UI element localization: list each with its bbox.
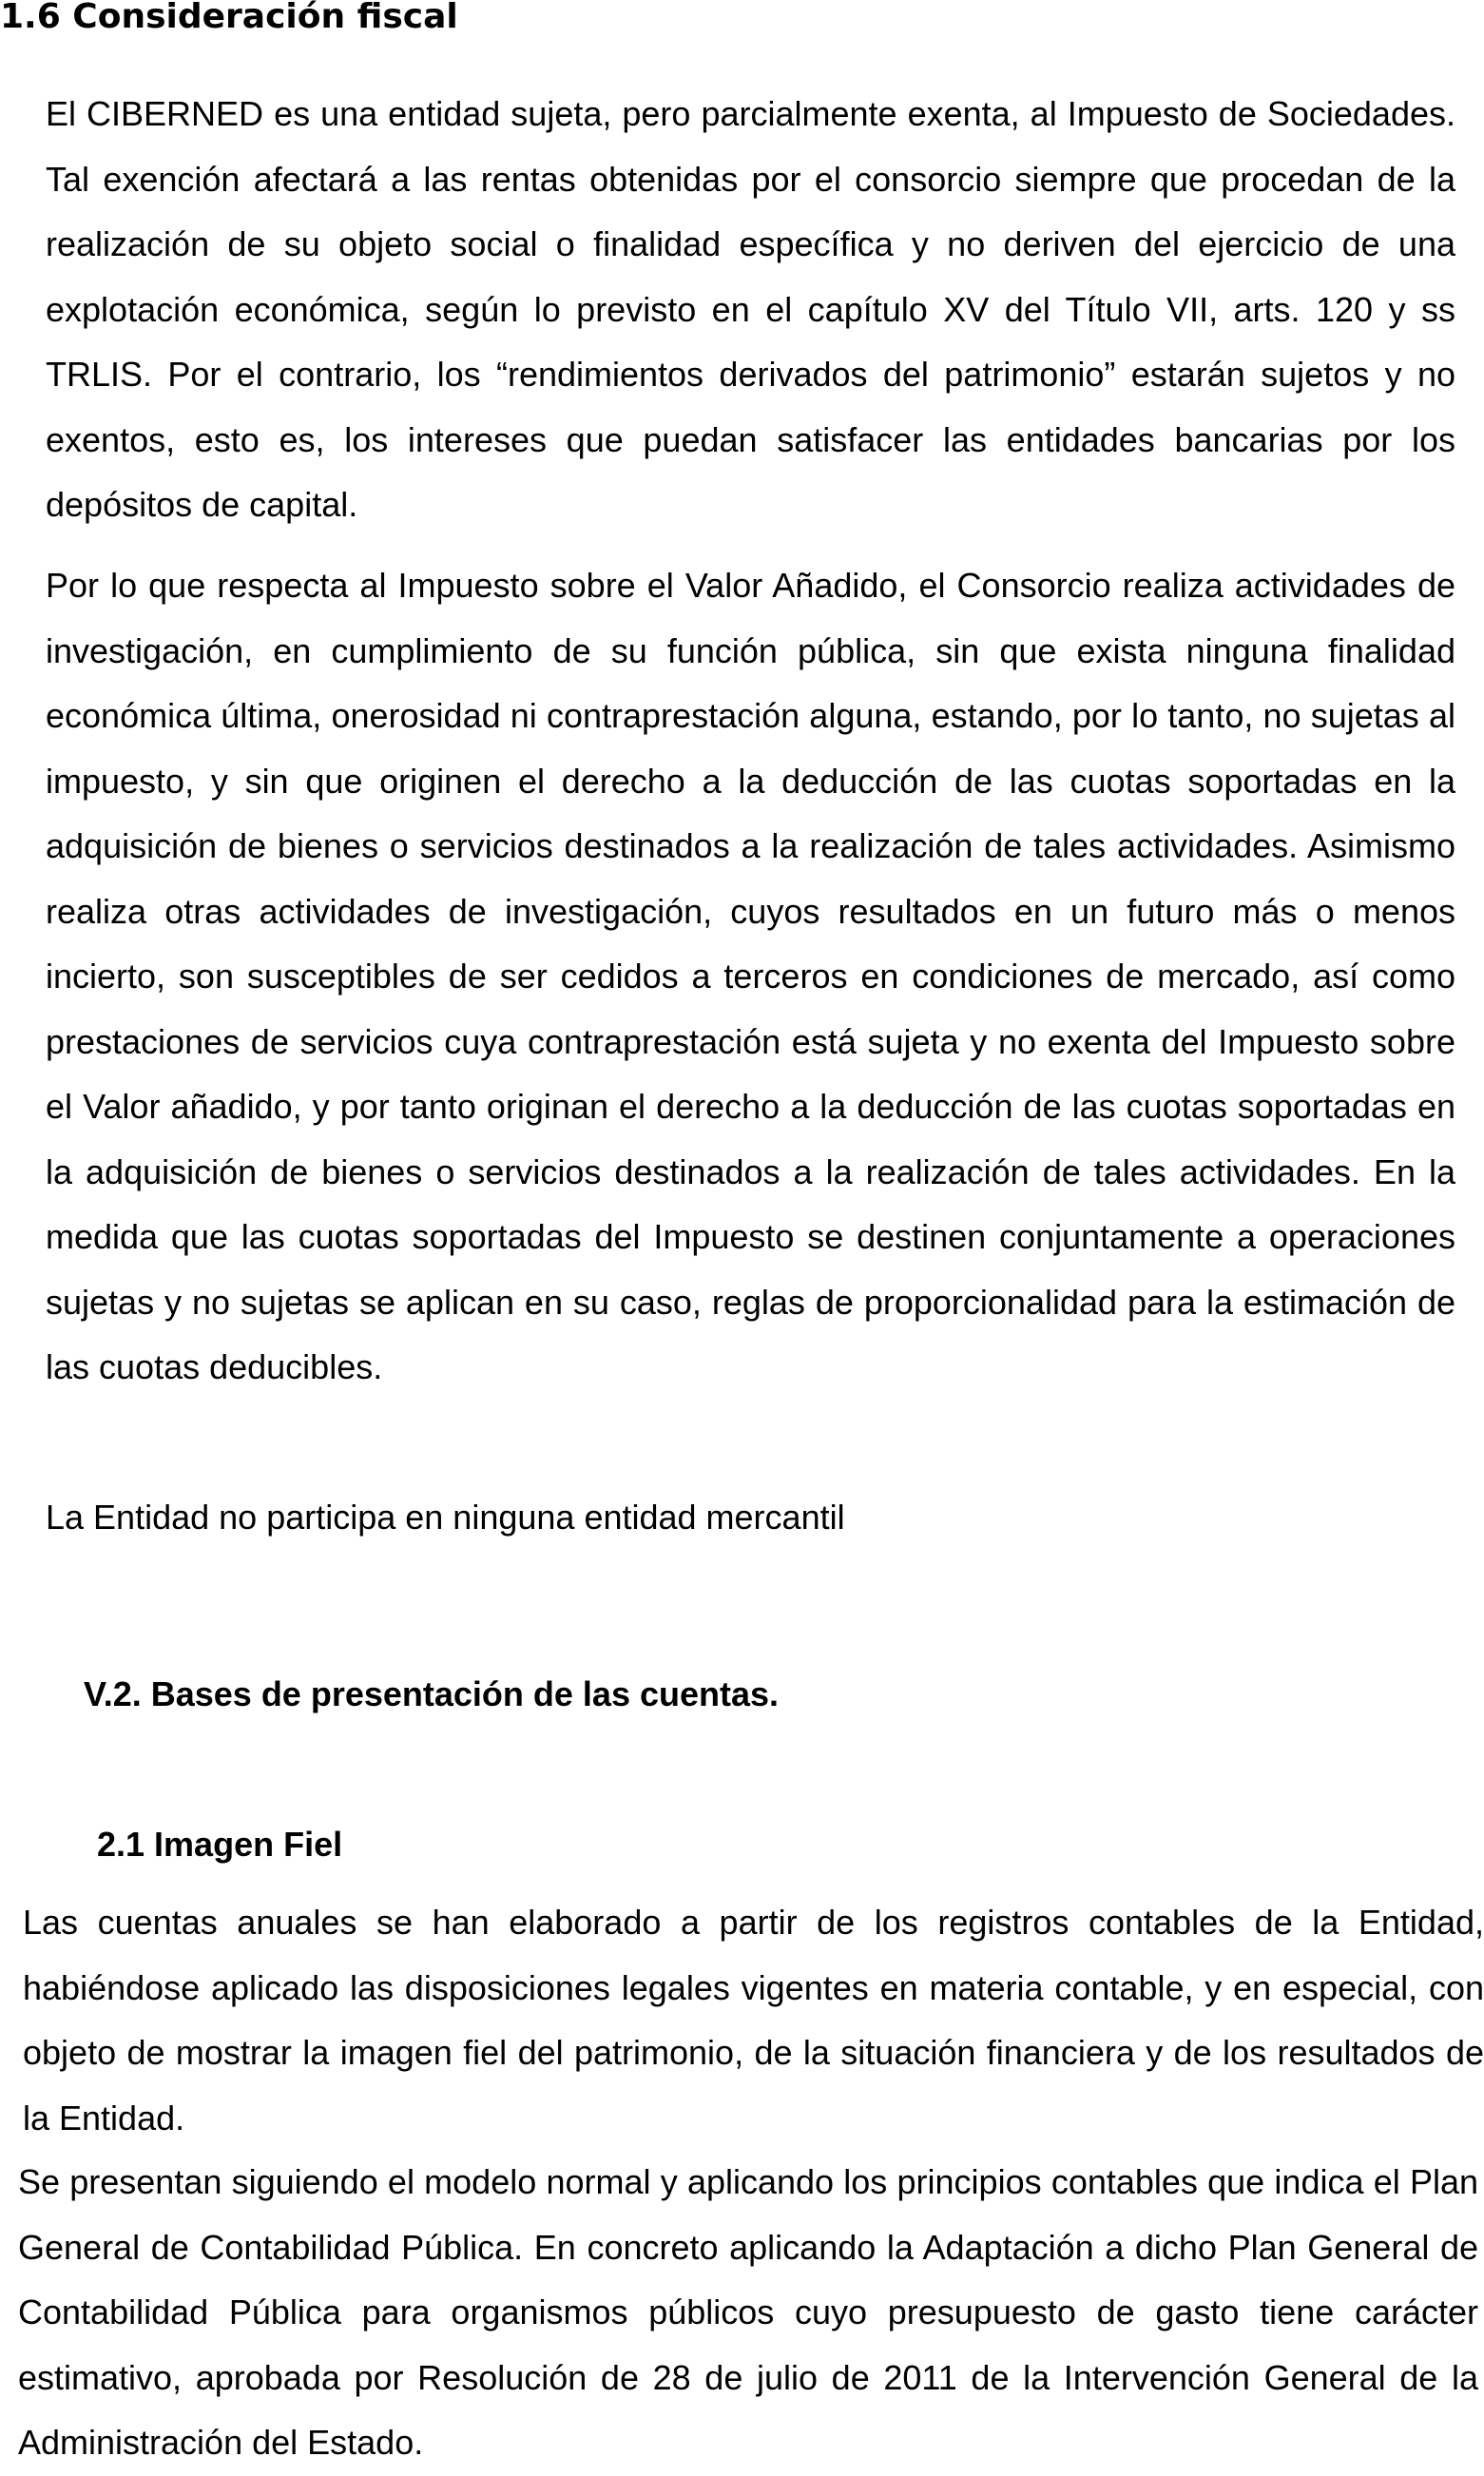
paragraph-modelo-normal: Se presentan siguiendo el modelo normal y aplicando los principios contables que indica el Plan General de Contabilidad Pública. En concreto aplicando la Adaptación a dicho Plan General de Contabilidad Pública para organismos públicos cuyo presupuesto de gasto tiene carácter estimativo, aprobada por Resolución de 28 de julio de 2011 de la Intervención General de la Administración del Estado. (18, 2162, 1478, 2462)
paragraph-iva: Por lo que respecta al Impuesto sobre el Valor Añadido, el Consorcio realiza actividades de investigación, en cumplimiento de su función pública, sin que exista ninguna finalidad económica última, onerosidad ni contraprestación alguna, estando, por lo tanto, no sujetas al impuesto, y sin que originen el derecho a la deducción de las cuotas soportadas en la adquisición de bienes o servicios destinados a la realización de tales actividades. Asimismo realiza otras actividades de investigación, cuyos resultados en un futuro más o menos incierto, son susceptibles de ser cedidos a terceros en condiciones de mercado, así como prestaciones de servicios cuya contraprestación está sujeta y no exenta del Impuesto sobre el Valor añadido, y por tanto originan el derecho a la deducción de las cuotas soportadas en la adquisición de bienes o servicios destinados a la realización de tales actividades. En la medida que las cuotas soportadas del Impuesto se destinen conjuntamente a operaciones sujetas y no sujetas se aplican en su caso, reglas de proporcionalidad para la estimación de las cuotas deducibles. (46, 566, 1455, 1386)
paragraph-impuesto-sociedades: El CIBERNED es una entidad sujeta, pero parcialmente exenta, al Impuesto de Sociedades. Tal exención afectará a las rentas obtenidas por el consorcio siempre que procedan de la realización de su objeto social o finalidad específica y no deriven del ejercicio de una explotación económica, según lo previsto en el capítulo XV del Título VII, arts. 120 y ss TRLIS. Por el contrario, los “rendimientos derivados del patrimonio” estarán sujetos y no exentos, esto es, los intereses que puedan satisfacer las entidades bancarias por los depósitos de capital. (46, 94, 1455, 524)
section-heading-consideracion-fiscal: 1.6 Consideración fiscal (0, 0, 458, 36)
paragraph-cuentas-anuales: Las cuentas anuales se han elaborado a partir de los registros contables de la Entidad, habiéndose aplicado las disposiciones legales vigentes en materia contable, y en especial, con objeto de mostrar la imagen fiel del patrimonio, de la situación financiera y de los resultados de la Entidad. (23, 1903, 1484, 2137)
section-heading-bases-presentacion: V.2. Bases de presentación de las cuentas. (84, 1674, 780, 1713)
section-heading-imagen-fiel: 2.1 Imagen Fiel (97, 1825, 343, 1864)
paragraph-participacion-mercantil: La Entidad no participa en ninguna entidad mercantil (46, 1498, 845, 1537)
